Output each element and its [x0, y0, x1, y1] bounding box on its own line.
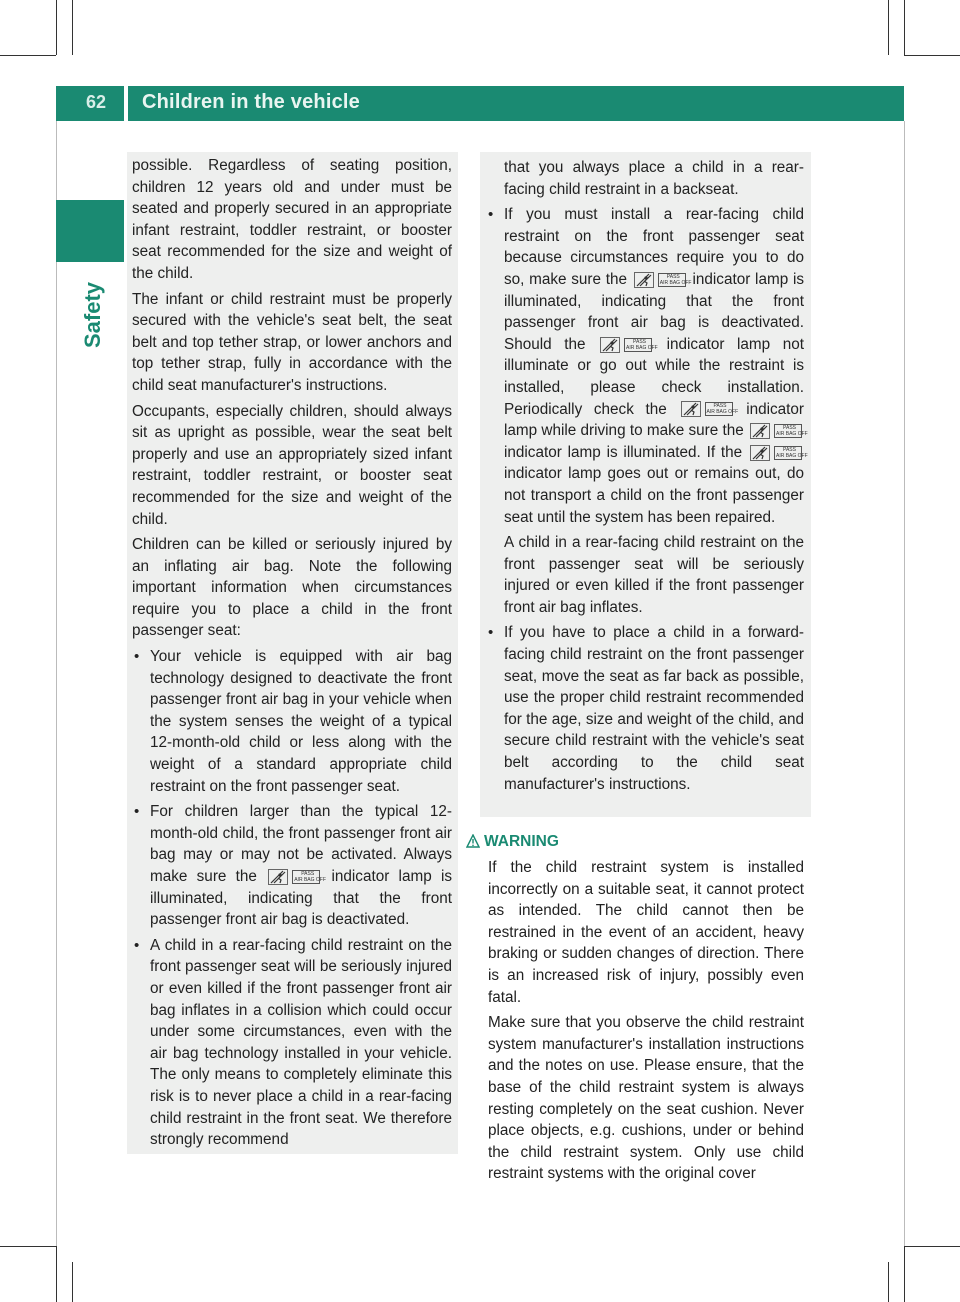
crop-mark	[56, 121, 57, 1246]
paragraph: The infant or child restraint must be properly secured with the vehicle's seat belt, the seat belt and top tether strap, or lower anchors and top tether strap, fully in accordance with the child seat manufacturer's instructions.	[132, 290, 452, 394]
indicator-text: AIR BAG OFF	[706, 409, 739, 416]
crop-mark	[0, 55, 56, 56]
paragraph: A child in a rear-facing child restraint on the front passenger seat will be seriously injured or even killed if the front passenger front air bag inflates.	[504, 534, 804, 616]
warning-body	[488, 857, 804, 1189]
list-item: • Your vehicle is equipped with air bag technology designed to deactivate the front passenger front air bag in your vehicle when the system senses the weight of a typical 12-month-old child or less along with the weight of a standard appropriate child restraint on the front passenger seat.	[134, 648, 452, 795]
indicator-text: AIR BAG OFF	[659, 279, 692, 286]
chapter-header	[128, 86, 904, 121]
indicator-text: PASS	[783, 446, 796, 453]
list-item: • If you must install a rear-facing child restraint on the front passenger seat because circumstances require you to do so, make sure the PASS AIR BAG OFF indicator lamp is illuminated, indicating that the front passenger front air bag is deactivated. Should the PASS AIR BAG OFF indicator lamp not illuminate or go out while the restraint is installed, please check installation. Periodically check the PASS AIR BAG OFF indicator lamp while driving to make sure the PASS AIR BAG OFF indicator lamp is illuminated. If the PASS AIR BAG OFF indicator lamp goes out or remains out, do not transport a child on the front passenger seat until the system has been repaired. A child in a rear-facing child restraint on the front passenger seat will be seriously injured or even killed if the front passenger front air bag inflates.	[486, 204, 804, 618]
indicator-lamp-icon	[748, 444, 808, 461]
indicator-text: AIR BAG OFF	[776, 431, 808, 438]
paragraph: If the child restraint system is installed incorrectly on a suitable seat, it cannot protect as intended. The child cannot then be restrained in the event of an accident, heavy braking or sudden changes of direction. There is an increased risk of injury, possibly even fatal.	[488, 859, 804, 1006]
list-item: • If you have to place a child in a forward-facing child restraint on the front passenger seat, move the seat as far back as possible, use the proper child restraint recommended for the age, size and weight of the child, and secure child restraint with the vehicle's seat belt according to the child seat manufacturer's instructions.	[488, 624, 804, 793]
pass-airbag-off-icon	[658, 273, 692, 287]
left-column	[132, 155, 452, 1155]
indicator-text: PASS	[633, 338, 647, 345]
bullet-icon: •	[488, 624, 494, 642]
child-seat-icon	[681, 401, 701, 417]
paragraph: Make sure that you observe the child restraint system manufacturer's installation instructions and the notes on use. Please ensure, that the base of the child restraint system is always resting completely on the seat cushion. Never place objects, e.g. cushions, under or behind the child restraint system. Only use child restraint systems with the original cover	[488, 1014, 804, 1183]
indicator-lamp-icon	[632, 271, 692, 288]
indicator-text: AIR BAG OFF	[626, 344, 658, 351]
child-seat-icon	[634, 272, 654, 288]
indicator-lamp-icon	[266, 868, 326, 885]
crop-mark	[888, 0, 889, 55]
pass-airbag-off-icon	[292, 870, 326, 884]
pass-airbag-off-icon	[774, 424, 808, 438]
crop-mark	[56, 0, 57, 55]
section-tab	[56, 200, 124, 262]
right-column	[486, 157, 808, 799]
list-item: • For children larger than the typical 12-month-old child, the front passenger front air bag may or may not be activated. Always make sure the PASS AIR BAG OFF indicator lamp is illuminated, indicating that the front passenger front air bag is deactivated.	[134, 803, 453, 929]
child-seat-icon	[750, 423, 770, 439]
paragraph: Children can be killed or seriously injured by an inflating air bag. Note the following important information when circumstances require you to place a child in the front passenger seat:	[132, 536, 452, 640]
indicator-lamp-icon	[748, 422, 808, 439]
crop-mark	[904, 1246, 960, 1247]
indicator-text: PASS	[783, 425, 796, 432]
crop-mark	[888, 1262, 889, 1302]
warning-triangle-icon	[466, 834, 480, 848]
child-seat-icon	[268, 869, 288, 885]
indicator-text: PASS	[666, 273, 680, 280]
paragraph: that you always place a child in a rear-facing child restraint in a backseat.	[504, 159, 804, 198]
indicator-text: PASS	[301, 870, 315, 877]
pass-airbag-off-icon	[705, 402, 739, 416]
paragraph: Occupants, especially children, should always sit as upright as possible, wear the seat belt properly and use an appropriately sized infant restraint, toddler restraint, or booster seat recommended for the size and weight of the child.	[132, 402, 452, 528]
pass-airbag-off-icon	[774, 446, 808, 460]
crop-mark	[56, 1246, 57, 1302]
indicator-text: AIR BAG OFF	[294, 876, 326, 883]
pass-airbag-off-icon	[624, 338, 658, 352]
warning-heading: WARNING	[484, 833, 559, 850]
bullet-icon: •	[134, 648, 140, 666]
paragraph: possible. Regardless of seating position, children 12 years old and under must be seated and properly secured in an appropriate infant restraint, toddler restraint, or booster seat recommended for the size and weight of the child.	[132, 157, 452, 282]
child-seat-icon	[600, 337, 620, 353]
section-label	[80, 264, 110, 364]
crop-mark	[904, 55, 960, 56]
crop-mark	[72, 0, 73, 55]
bullet-icon: •	[134, 803, 140, 821]
page-number-bar	[56, 86, 124, 121]
indicator-lamp-icon	[679, 401, 739, 418]
bullet-icon: •	[134, 936, 140, 954]
crop-mark	[0, 1246, 56, 1247]
chapter-title: Children in the vehicle	[142, 91, 360, 113]
indicator-text: AIR BAG OFF	[776, 452, 808, 459]
crop-mark	[904, 0, 905, 55]
indicator-lamp-icon	[598, 336, 658, 353]
indicator-text: PASS	[713, 403, 727, 410]
page-number: 62	[86, 92, 107, 112]
crop-mark	[72, 1262, 73, 1302]
crop-mark	[904, 1246, 905, 1302]
child-seat-icon	[750, 445, 770, 461]
section-name: Safety	[80, 281, 105, 348]
bullet-icon: •	[488, 206, 494, 224]
list-item: • A child in a rear-facing child restraint on the front passenger seat will be seriously injured or even killed if the front passenger front air bag inflates in a collision which could occur under some circumstances, even with the air bag technology installed in your vehicle. The only means to completely eliminate this risk is to never place a child in a rear-facing child restraint in the front seat. We therefore strongly recommend	[134, 936, 452, 1149]
crop-mark	[904, 121, 905, 1246]
